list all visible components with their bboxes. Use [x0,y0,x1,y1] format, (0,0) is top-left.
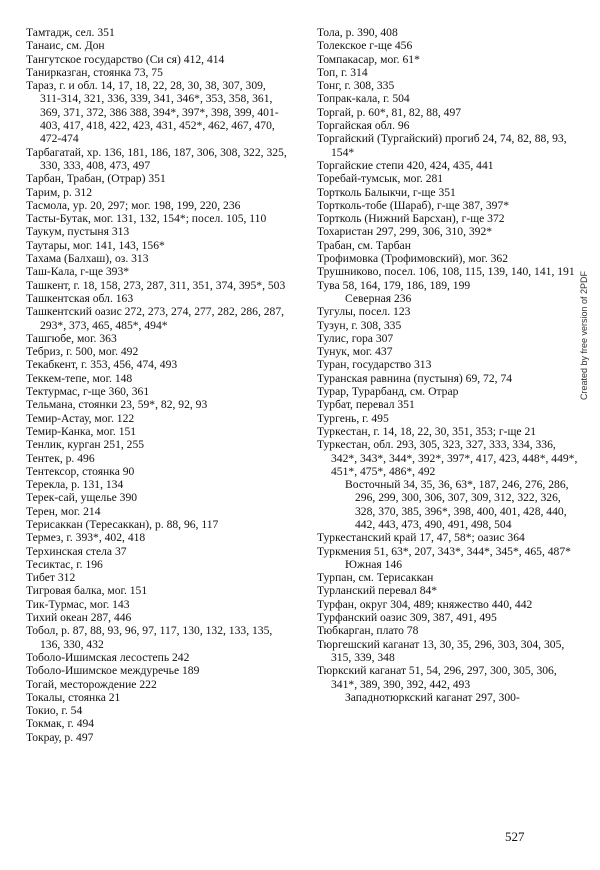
index-entry: Темир-Канка, мог. 151 [26,424,137,438]
index-entry: Тоболо-Ишимское междуречье 189 [26,664,200,678]
index-entry: Тонг, г. 308, 335 [317,79,395,93]
index-entry: Таукум, пустыня 313 [26,225,130,239]
index-entry: Трабан, см. Тарбан [317,238,411,252]
index-entry: Тектурмас, г-ще 360, 361 [26,385,150,399]
index-entry: Тогай, месторождение 222 [26,677,157,691]
index-entry: Трушниково, посел. 106, 108, 115, 139, 140, 141, 191 [317,265,575,279]
index-entry: Токалы, стоянка 21 [26,690,121,704]
index-entry: Турбат, перевал 351 [317,398,415,412]
index-entry: Тугулы, посел. 123 [317,305,411,319]
index-entry: Трофимовка (Трофимовский), мог. 362 [317,252,509,266]
index-entry: Танаис, см. Дон [26,39,105,53]
index-entry: Тасмола, ур. 20, 297; мог. 198, 199, 220, 236 [26,198,241,212]
index-entry: Тихий океан 287, 446 [26,611,132,625]
index-entry: Толекское г-ще 456 [317,39,413,53]
index-entry: Тарбан, Трабан, (Отрар) 351 [26,172,166,186]
index-entry: Терек-сай, ущелье 390 [26,491,138,505]
index-entry: Тулис, гора 307 [317,331,394,345]
index-entry: Терекла, р. 131, 134 [26,478,124,492]
index-left-column [26,26,288,744]
index-entry: Туркестан, г. 14, 18, 22, 30, 351, 353; г-ще 21 [317,424,537,438]
index-entry: Торебай-тумсык, мог. 281 [317,172,444,186]
index-entry: Тангутское государство (Си ся) 412, 414 [26,52,225,66]
index-entry: Тибет 312 [26,571,76,585]
index-entry: Тунук, мог. 437 [317,345,393,359]
index-entry: Тоболо-Ишимская лесостепь 242 [26,650,190,664]
index-entry: Тебриз, г. 500, мог. 492 [26,345,139,359]
watermark-text: Created by free version of 2PDF [579,270,589,400]
index-entry: Турпан, см. Терисаккан [317,571,434,585]
index-entry: Таутары, мог. 141, 143, 156* [26,238,165,252]
index-entry: Туркестанский край 17, 47, 58*; оазис 364 [317,531,525,545]
index-entry: Терисаккан (Тересаккан), р. 88, 96, 117 [26,517,219,531]
index-entry: Тюбкарган, плато 78 [317,624,419,638]
index-entry: Ташкент, г. 18, 158, 273, 287, 311, 351, 374, 395*, 503 [26,278,286,292]
index-entry: Торгайская обл. 96 [317,119,410,133]
index-entry: Теккем-тепе, мог. 148 [26,371,133,385]
index-entry: Терен, мог. 214 [26,504,101,518]
index-entry: Турланский перевал 84* [317,584,438,598]
index-entry: Тасты-Бутак, мог. 131, 132, 154*; посел. 105, 110 [26,212,267,226]
index-right-column [317,26,579,704]
index-entry: Тургень, г. 495 [317,411,389,425]
index-entry: Ташкентский оазис 272, 273, 274, 277, 282, 286, 287, 293*, 373, 465, 485*, 494* [26,305,285,332]
index-entry: Токмак, г. 494 [26,717,95,731]
index-entry: Тентек, р. 496 [26,451,95,465]
index-entry: Торгай, р. 60*, 81, 82, 88, 497 [317,105,462,119]
index-entry: Тола, р. 390, 408 [317,26,398,39]
index-entry: Тортколь (Нижний Барсхан), г-ще 372 [317,212,505,226]
index-entry: Тарбагатай, хр. 136, 181, 186, 187, 306, 308, 322, 325, 330, 333, 408, 473, 497 [26,145,287,172]
index-entry: Тюркский каганат 51, 54, 296, 297, 300, 305, 306, 341*, 389, 390, 392, 442, 493 [317,664,557,691]
index-entry: Тохаристан 297, 299, 306, 310, 392* [317,225,493,239]
index-entry: Западнотюркский каганат 297, 300- [345,690,520,704]
index-entry: Торгайские степи 420, 424, 435, 441 [317,158,494,172]
index-entry: Турар, Турарбанд, см. Отрар [317,385,459,399]
index-entry: Тик-Турмас, мог. 143 [26,597,130,611]
index-entry: Северная 236 [345,291,412,305]
index-entry: Тува 58, 164, 179, 186, 189, 199 [317,278,471,292]
index-entry: Тарим, р. 312 [26,185,93,199]
index-entry: Турфанский оазис 309, 387, 491, 495 [317,611,497,625]
index-entry: Терхинская стела 37 [26,544,127,558]
index-entry: Туранская равнина (пустыня) 69, 72, 74 [317,371,513,385]
index-entry: Темир-Астау, мог. 122 [26,411,135,425]
index-entry: Тамтадж, сел. 351 [26,26,115,39]
index-entry: Токио, г. 54 [26,704,83,718]
index-entry: Тигровая балка, мог. 151 [26,584,148,598]
index-entry: Топ, г. 314 [317,65,368,79]
page-number: 527 [505,829,525,844]
index-entry: Тесиктас, г. 196 [26,557,103,571]
index-entry: Тюргешский каганат 13, 30, 35, 296, 303, 304, 305, 315, 339, 348 [317,637,565,664]
index-entry: Тортколь-тобе (Шараб), г-ще 387, 397* [317,198,510,212]
index-entry: Туркестан, обл. 293, 305, 323, 327, 333, 334, 336, 342*, 343*, 344*, 392*, 397*, 417, 423, 448*, 449*, 451*, 475*, 486*, 492 [317,438,578,478]
index-entry: Восточный 34, 35, 36, 63*, 187, 246, 276, 286, 296, 299, 300, 306, 307, 309, 312, 322, 326, 328, 370, 385, 396*, 398, 400, 401, 428, 440, 442, 443, 473, 490, 491, 498, 504 [345,478,569,531]
index-entry: Ташкентская обл. 163 [26,291,134,305]
index-entry: Токрау, р. 497 [26,730,94,744]
index-entry: Южная 146 [345,557,403,571]
index-entry: Текабкент, г. 353, 456, 474, 493 [26,358,178,372]
index-entry: Топрак-кала, г. 504 [317,92,410,106]
index-entry: Танирказган, стоянка 73, 75 [26,65,163,79]
index-entry: Торгайский (Тургайский) прогиб 24, 74, 82, 88, 93, 154* [317,132,567,159]
index-entry: Турфан, округ 304, 489; княжество 440, 442 [317,597,533,611]
index-entry: Тузун, г. 308, 335 [317,318,402,332]
index-entry: Туран, государство 313 [317,358,432,372]
index-entry: Тобол, р. 87, 88, 93, 96, 97, 117, 130, 132, 133, 135, 136, 330, 432 [26,624,273,651]
index-entry: Тентексор, стоянка 90 [26,464,135,478]
index-entry: Тараз, г. и обл. 14, 17, 18, 22, 28, 30, 38, 307, 309, 311-314, 321, 336, 339, 341, 346*, 353, 358, 361, 369, 371, 372, 386 388, 394*, 397*, 398, 399, 401-403, 417, 418, 422, 423, 431, 452*, 462, 467, 470, 472-474 [26,79,279,146]
index-entry: Термез, г. 393*, 402, 418 [26,531,146,545]
index-entry: Тельмана, стоянки 23, 59*, 82, 92, 93 [26,398,208,412]
index-entry: Тенлик, курган 251, 255 [26,438,145,452]
index-entry: Тортколь Балыкчи, г-ще 351 [317,185,456,199]
index-entry: Тахама (Балхаш), оз. 313 [26,252,149,266]
index-entry: Ташгюбе, мог. 363 [26,331,117,345]
index-entry: Туркмения 51, 63*, 207, 343*, 344*, 345*, 465, 487* [317,544,571,558]
index-entry: Томпакасар, мог. 61* [317,52,420,66]
index-entry: Таш-Кала, г-ще 393* [26,265,130,279]
